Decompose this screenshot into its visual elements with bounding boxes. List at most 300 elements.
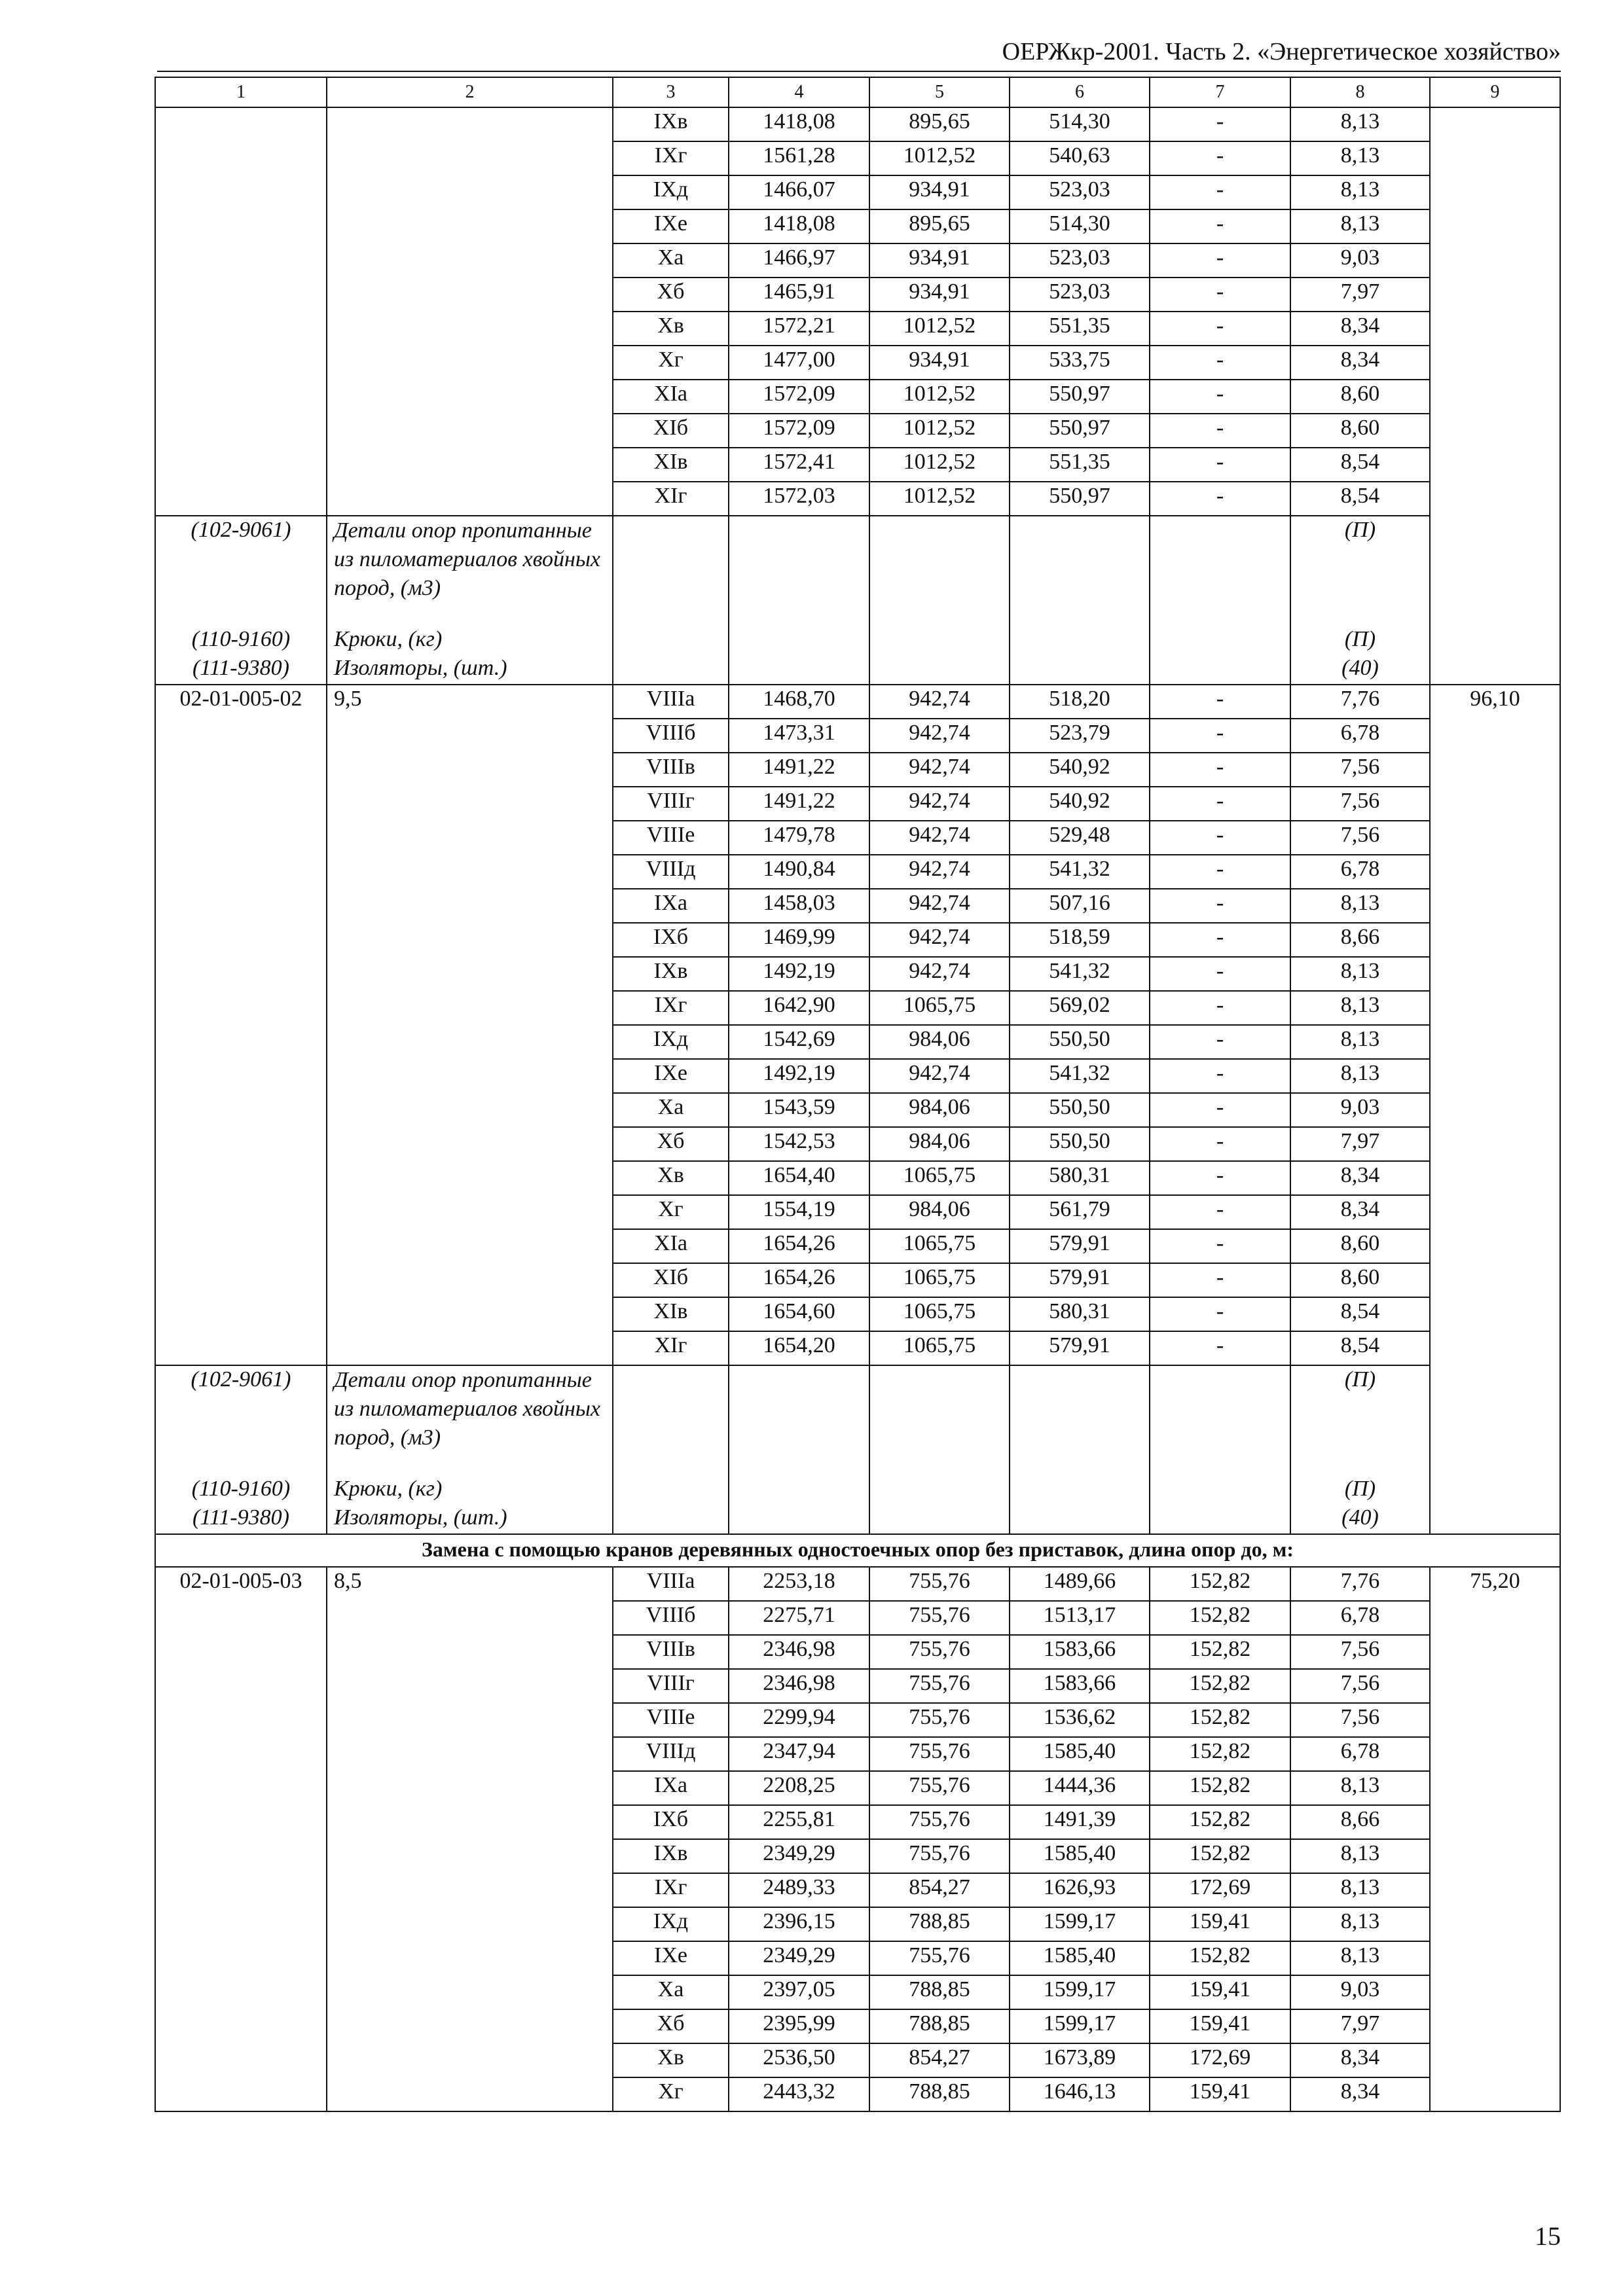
driver-wages-cell: 152,82 [1150,1771,1290,1805]
rate-class-cell: IXв [613,957,729,991]
labor-cost-cell: 8,66 [1290,923,1430,957]
total-cost-cell: 1654,40 [729,1161,869,1195]
driver-wages-cell: - [1150,685,1290,719]
wages-cell: 1065,75 [869,1229,1010,1263]
rate-class-cell: IXа [613,889,729,923]
labor-cost-cell: 9,03 [1290,1093,1430,1127]
table-row [155,107,1560,141]
total-cost-cell: 1477,00 [729,346,869,380]
labor-cost-cell: 8,13 [1290,957,1430,991]
rate-class-cell: VIIIд [613,855,729,889]
driver-wages-cell: 152,82 [1150,1669,1290,1703]
rate-class-cell: XIа [613,1229,729,1263]
labor-cost-cell: 8,13 [1290,1771,1430,1805]
rate-class-cell: XIв [613,448,729,482]
labor-cost-cell: 7,56 [1290,1635,1430,1669]
total-cost-cell: 1469,99 [729,923,869,957]
labor-cost-cell: 8,60 [1290,380,1430,414]
total-cost-cell: 2536,50 [729,2043,869,2077]
resource-value: (П) [1290,516,1430,626]
driver-wages-cell: 152,82 [1150,1703,1290,1737]
labor-cost-cell: 8,13 [1290,107,1430,141]
driver-wages-cell: - [1150,380,1290,414]
rate-class-cell: IXб [613,1805,729,1839]
wages-cell: 1065,75 [869,1263,1010,1297]
total-cost-cell: 2346,98 [729,1635,869,1669]
empty-cell [729,1476,869,1505]
rate-class-cell: XIв [613,1297,729,1331]
machine-cost-cell: 529,48 [1010,821,1150,855]
rate-class-cell: VIIIв [613,753,729,787]
machine-cost-cell: 541,32 [1010,957,1150,991]
driver-wages-cell: 152,82 [1150,1635,1290,1669]
labor-cost-cell: 7,56 [1290,787,1430,821]
machine-cost-cell: 540,92 [1010,787,1150,821]
labor-cost-cell: 8,13 [1290,1839,1430,1873]
machine-cost-cell: 550,50 [1010,1093,1150,1127]
labor-cost-cell: 7,97 [1290,1127,1430,1161]
wages-cell: 934,91 [869,243,1010,278]
rate-class-cell: VIIIа [613,685,729,719]
wages-cell: 755,76 [869,1805,1010,1839]
section-title-row [155,1534,1560,1567]
rate-class-cell: VIIIг [613,787,729,821]
total-cost-cell: 2208,25 [729,1771,869,1805]
rate-class-cell: IXг [613,1873,729,1907]
total-cost-cell: 1468,70 [729,685,869,719]
driver-wages-cell: - [1150,753,1290,787]
table-row [155,685,1560,719]
machine-cost-cell: 579,91 [1010,1229,1150,1263]
total-cost-cell: 1543,59 [729,1093,869,1127]
total-cost-cell: 2489,33 [729,1873,869,1907]
wages-cell: 755,76 [869,1601,1010,1635]
total-cost-cell: 1542,69 [729,1025,869,1059]
total-cost-cell: 1572,09 [729,380,869,414]
rate-class-cell: Xа [613,1093,729,1127]
machine-cost-cell: 1599,17 [1010,1975,1150,2009]
driver-wages-cell: 159,41 [1150,1975,1290,2009]
empty-cell [869,655,1010,685]
total-cost-cell: 1642,90 [729,991,869,1025]
driver-wages-cell: - [1150,1161,1290,1195]
resource-name: Изоляторы, (шт.) [327,655,613,685]
column-number: 9 [1430,77,1560,107]
machine-cost-cell: 550,97 [1010,414,1150,448]
rate-class-cell: XIг [613,1331,729,1365]
resource-name: Детали опор пропитанные из пиломатериалов хвойных пород, (м3) [327,516,613,626]
rate-class-cell: XIг [613,482,729,516]
rate-class-cell: Xв [613,312,729,346]
wages-cell: 788,85 [869,1907,1010,1941]
rate-class-cell: IXг [613,991,729,1025]
rate-code: 02-01-005-02 [155,685,327,1365]
empty-cell [1150,516,1290,626]
driver-wages-cell: - [1150,278,1290,312]
labor-cost-cell: 8,13 [1290,1873,1430,1907]
price-table [155,77,1561,2112]
machine-cost-cell: 514,30 [1010,107,1150,141]
labor-cost-cell: 9,03 [1290,243,1430,278]
column-number: 7 [1150,77,1290,107]
rate-class-cell: VIIIд [613,1737,729,1771]
table-body [155,77,1560,2111]
labor-cost-cell: 8,13 [1290,1907,1430,1941]
labor-cost-cell: 9,03 [1290,1975,1430,2009]
labor-cost-cell: 8,34 [1290,346,1430,380]
wages-cell: 788,85 [869,2077,1010,2111]
machine-cost-cell: 1626,93 [1010,1873,1150,1907]
total-cost-cell: 2395,99 [729,2009,869,2043]
rate-class-cell: VIIIа [613,1567,729,1601]
total-cost-cell: 1572,21 [729,312,869,346]
total-cost-cell: 1491,22 [729,753,869,787]
driver-wages-cell: - [1150,141,1290,175]
machine-cost-cell: 580,31 [1010,1161,1150,1195]
total-cost-cell: 1465,91 [729,278,869,312]
driver-wages-cell: - [1150,209,1290,243]
materials-cost: 75,20 [1430,1567,1560,2111]
rate-class-cell: Xг [613,346,729,380]
rate-class-cell: IXе [613,1059,729,1093]
driver-wages-cell: - [1150,1297,1290,1331]
driver-wages-cell: 152,82 [1150,1737,1290,1771]
labor-cost-cell: 8,34 [1290,2043,1430,2077]
resource-row [155,1476,1560,1505]
driver-wages-cell: - [1150,1093,1290,1127]
resource-value: (40) [1290,1505,1430,1534]
machine-cost-cell: 514,30 [1010,209,1150,243]
empty-cell [1010,655,1150,685]
empty-cell [1010,626,1150,655]
wages-cell: 934,91 [869,278,1010,312]
labor-cost-cell: 8,13 [1290,991,1430,1025]
rate-class-cell: IXе [613,1941,729,1975]
labor-cost-cell: 8,66 [1290,1805,1430,1839]
empty-cell [1010,1476,1150,1505]
wages-cell: 942,74 [869,957,1010,991]
labor-cost-cell: 8,13 [1290,889,1430,923]
machine-cost-cell: 518,20 [1010,685,1150,719]
rate-code: 02-01-005-03 [155,1567,327,2111]
labor-cost-cell: 6,78 [1290,1601,1430,1635]
rate-class-cell: IXд [613,175,729,209]
driver-wages-cell: - [1150,107,1290,141]
rate-class-cell: VIIIб [613,1601,729,1635]
wages-cell: 942,74 [869,1059,1010,1093]
total-cost-cell: 1479,78 [729,821,869,855]
labor-cost-cell: 8,13 [1290,175,1430,209]
resource-code: (102-9061) [155,1365,327,1476]
column-number: 3 [613,77,729,107]
wages-cell: 1065,75 [869,991,1010,1025]
driver-wages-cell: - [1150,1025,1290,1059]
labor-cost-cell: 8,34 [1290,1161,1430,1195]
rate-class-cell: VIIIв [613,1635,729,1669]
wages-cell: 1065,75 [869,1331,1010,1365]
resource-name: Детали опор пропитанные из пиломатериалов хвойных пород, (м3) [327,1365,613,1476]
labor-cost-cell: 8,13 [1290,1025,1430,1059]
wages-cell: 984,06 [869,1195,1010,1229]
total-cost-cell: 2396,15 [729,1907,869,1941]
table-row [155,1567,1560,1601]
machine-cost-cell: 1673,89 [1010,2043,1150,2077]
wages-cell: 942,74 [869,821,1010,855]
empty-cell [729,655,869,685]
rate-class-cell: IXд [613,1907,729,1941]
rate-class-cell: XIб [613,1263,729,1297]
materials-cost: 96,10 [1430,685,1560,1534]
rate-class-cell: Xа [613,1975,729,2009]
wages-cell: 1012,52 [869,312,1010,346]
wages-cell: 788,85 [869,1975,1010,2009]
labor-cost-cell: 8,13 [1290,1059,1430,1093]
machine-cost-cell: 551,35 [1010,448,1150,482]
wages-cell: 854,27 [869,1873,1010,1907]
empty-cell [869,1365,1010,1476]
rate-class-cell: IXд [613,1025,729,1059]
empty-cell [613,516,729,626]
total-cost-cell: 2299,94 [729,1703,869,1737]
labor-cost-cell: 8,60 [1290,414,1430,448]
total-cost-cell: 1418,08 [729,107,869,141]
wages-cell: 1012,52 [869,414,1010,448]
machine-cost-cell: 551,35 [1010,312,1150,346]
total-cost-cell: 1654,60 [729,1297,869,1331]
empty-cell [1150,626,1290,655]
resource-value: (П) [1290,626,1430,655]
driver-wages-cell: - [1150,1331,1290,1365]
driver-wages-cell: 152,82 [1150,1601,1290,1635]
machine-cost-cell: 579,91 [1010,1263,1150,1297]
page-number: 15 [1535,2221,1561,2251]
driver-wages-cell: - [1150,1195,1290,1229]
labor-cost-cell: 8,34 [1290,1195,1430,1229]
labor-cost-cell: 7,56 [1290,1703,1430,1737]
total-cost-cell: 1458,03 [729,889,869,923]
column-number: 5 [869,77,1010,107]
header-rule [157,71,1561,72]
rate-class-cell: VIIIб [613,719,729,753]
empty-cell [613,1505,729,1534]
labor-cost-cell: 8,54 [1290,482,1430,516]
machine-cost-cell: 540,63 [1010,141,1150,175]
total-cost-cell: 1490,84 [729,855,869,889]
machine-cost-cell: 1585,40 [1010,1839,1150,1873]
total-cost-cell: 1491,22 [729,787,869,821]
driver-wages-cell: 159,41 [1150,2009,1290,2043]
machine-cost-cell: 579,91 [1010,1331,1150,1365]
resource-code: (102-9061) [155,516,327,626]
empty-cell [869,626,1010,655]
machine-cost-cell: 1585,40 [1010,1941,1150,1975]
total-cost-cell: 2253,18 [729,1567,869,1601]
empty-cell [1150,655,1290,685]
driver-wages-cell: - [1150,414,1290,448]
rate-class-cell: IXб [613,923,729,957]
machine-cost-cell: 569,02 [1010,991,1150,1025]
rate-class-cell: Xа [613,243,729,278]
driver-wages-cell: - [1150,312,1290,346]
resource-code: (111-9380) [155,655,327,685]
wages-cell: 755,76 [869,1635,1010,1669]
driver-wages-cell: 152,82 [1150,1567,1290,1601]
section-title: Замена с помощью кранов деревянных одностоечных опор без приставок, длина опор до, м: [155,1534,1560,1567]
rate-parameter: 9,5 [327,685,613,1365]
empty-cell [613,1476,729,1505]
labor-cost-cell: 7,76 [1290,1567,1430,1601]
rate-class-cell: Xб [613,278,729,312]
total-cost-cell: 1492,19 [729,1059,869,1093]
total-cost-cell: 2397,05 [729,1975,869,2009]
machine-cost-cell: 533,75 [1010,346,1150,380]
empty-cell [613,626,729,655]
running-header: ОЕРЖкр-2001. Часть 2. «Энергетическое хозяйство» [1002,38,1561,65]
rate-class-cell: Xб [613,2009,729,2043]
machine-cost-cell: 1583,66 [1010,1635,1150,1669]
driver-wages-cell: - [1150,991,1290,1025]
total-cost-cell: 2349,29 [729,1941,869,1975]
total-cost-cell: 2275,71 [729,1601,869,1635]
wages-cell: 934,91 [869,175,1010,209]
resource-row [155,1365,1560,1476]
resource-row [155,655,1560,685]
machine-cost-cell: 523,03 [1010,175,1150,209]
labor-cost-cell: 8,13 [1290,1941,1430,1975]
total-cost-cell: 2346,98 [729,1669,869,1703]
wages-cell: 1012,52 [869,448,1010,482]
wages-cell: 984,06 [869,1127,1010,1161]
machine-cost-cell: 580,31 [1010,1297,1150,1331]
wages-cell: 942,74 [869,923,1010,957]
wages-cell: 942,74 [869,753,1010,787]
labor-cost-cell: 8,34 [1290,312,1430,346]
resource-row [155,1505,1560,1534]
machine-cost-cell: 561,79 [1010,1195,1150,1229]
labor-cost-cell: 7,97 [1290,2009,1430,2043]
wages-cell: 1065,75 [869,1297,1010,1331]
machine-cost-cell: 507,16 [1010,889,1150,923]
machine-cost-cell: 1489,66 [1010,1567,1150,1601]
wages-cell: 984,06 [869,1093,1010,1127]
total-cost-cell: 1572,09 [729,414,869,448]
machine-cost-cell: 540,92 [1010,753,1150,787]
rate-class-cell: Xб [613,1127,729,1161]
driver-wages-cell: 172,69 [1150,2043,1290,2077]
machine-cost-cell: 1599,17 [1010,2009,1150,2043]
labor-cost-cell: 7,56 [1290,1669,1430,1703]
total-cost-cell: 1561,28 [729,141,869,175]
labor-cost-cell: 7,56 [1290,821,1430,855]
resource-value: (П) [1290,1476,1430,1505]
labor-cost-cell: 8,34 [1290,2077,1430,2111]
empty-cell [1010,1365,1150,1476]
driver-wages-cell: - [1150,923,1290,957]
wages-cell: 1012,52 [869,141,1010,175]
labor-cost-cell: 6,78 [1290,719,1430,753]
labor-cost-cell: 8,13 [1290,209,1430,243]
resource-code: (110-9160) [155,1476,327,1505]
wages-cell: 755,76 [869,1669,1010,1703]
driver-wages-cell: 152,82 [1150,1839,1290,1873]
driver-wages-cell: 159,41 [1150,2077,1290,2111]
machine-cost-cell: 1444,36 [1010,1771,1150,1805]
wages-cell: 755,76 [869,1737,1010,1771]
materials-cost [1430,107,1560,685]
resource-code: (110-9160) [155,626,327,655]
machine-cost-cell: 550,50 [1010,1025,1150,1059]
total-cost-cell: 1466,97 [729,243,869,278]
labor-cost-cell: 8,54 [1290,1297,1430,1331]
labor-cost-cell: 8,54 [1290,1331,1430,1365]
total-cost-cell: 2347,94 [729,1737,869,1771]
wages-cell: 755,76 [869,1703,1010,1737]
machine-cost-cell: 1646,13 [1010,2077,1150,2111]
rate-class-cell: IXг [613,141,729,175]
wages-cell: 854,27 [869,2043,1010,2077]
driver-wages-cell: - [1150,175,1290,209]
machine-cost-cell: 541,32 [1010,1059,1150,1093]
empty-cell [1010,516,1150,626]
empty-cell [729,626,869,655]
wages-cell: 942,74 [869,889,1010,923]
rate-class-cell: Xв [613,2043,729,2077]
total-cost-cell: 1654,26 [729,1229,869,1263]
total-cost-cell: 2255,81 [729,1805,869,1839]
column-number-row [155,77,1560,107]
rate-parameter: 8,5 [327,1567,613,2111]
driver-wages-cell: - [1150,482,1290,516]
empty-cell [729,1365,869,1476]
driver-wages-cell: - [1150,889,1290,923]
rate-class-cell: XIа [613,380,729,414]
wages-cell: 788,85 [869,2009,1010,2043]
wages-cell: 755,76 [869,1567,1010,1601]
driver-wages-cell: - [1150,787,1290,821]
empty-cell [869,1476,1010,1505]
labor-cost-cell: 7,97 [1290,278,1430,312]
total-cost-cell: 1492,19 [729,957,869,991]
column-number: 8 [1290,77,1430,107]
column-number: 2 [327,77,613,107]
driver-wages-cell: - [1150,448,1290,482]
driver-wages-cell: - [1150,821,1290,855]
wages-cell: 984,06 [869,1025,1010,1059]
empty-cell [729,516,869,626]
rate-class-cell: VIIIе [613,821,729,855]
total-cost-cell: 1473,31 [729,719,869,753]
machine-cost-cell: 523,03 [1010,243,1150,278]
rate-class-cell: IXе [613,209,729,243]
machine-cost-cell: 518,59 [1010,923,1150,957]
wages-cell: 1012,52 [869,482,1010,516]
empty-cell [1010,1505,1150,1534]
resource-row [155,516,1560,626]
driver-wages-cell: - [1150,243,1290,278]
machine-cost-cell: 1491,39 [1010,1805,1150,1839]
driver-wages-cell: 159,41 [1150,1907,1290,1941]
driver-wages-cell: - [1150,957,1290,991]
total-cost-cell: 1542,53 [729,1127,869,1161]
resource-name: Крюки, (кг) [327,1476,613,1505]
wages-cell: 934,91 [869,346,1010,380]
machine-cost-cell: 523,03 [1010,278,1150,312]
empty-cell [1150,1365,1290,1476]
driver-wages-cell: - [1150,1059,1290,1093]
labor-cost-cell: 6,78 [1290,1737,1430,1771]
empty-cell [869,516,1010,626]
total-cost-cell: 1466,07 [729,175,869,209]
